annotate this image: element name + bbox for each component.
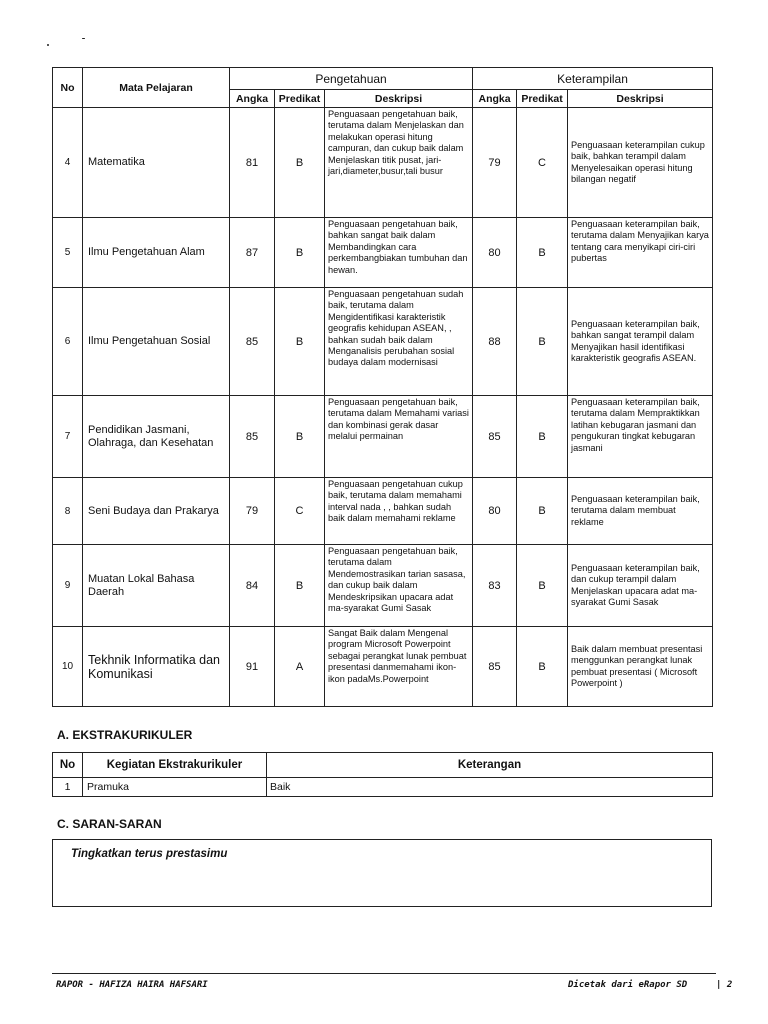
table-row <box>53 288 713 396</box>
table-row <box>53 627 713 707</box>
header-s-description: Deskripsi <box>568 90 713 108</box>
scan-speck <box>82 38 85 39</box>
table-row <box>53 396 713 478</box>
row-k-score: 85 <box>230 288 275 396</box>
header-no: No <box>53 68 83 108</box>
row-s-description: Penguasaan keterampilan baik, dan cukup terampil dalam Menjelaskan upacara adat ma-syarakat Gumi Sasak <box>568 545 713 627</box>
row-no: 9 <box>53 545 83 627</box>
header-knowledge: Pengetahuan <box>230 68 473 90</box>
row-k-description: Penguasaan pengetahuan baik, terutama dalam Menjelaskan dan melakukan operasi hitung campuran, dan cukup baik dalam Menjelaskan titik pusat, jari-jari,diameter,busur,tali busur <box>325 108 473 218</box>
row-subject: Ilmu Pengetahuan Alam <box>83 218 230 288</box>
table-row <box>53 478 713 545</box>
header-s-score: Angka <box>473 90 517 108</box>
row-k-predicate: C <box>275 478 325 545</box>
row-s-description: Penguasaan keterampilan baik, terutama dalam Mempraktikkan latihan kebugaran jasmani dan pengukuran tingkat kebugaran jasmani <box>568 396 713 478</box>
table-row <box>53 778 713 797</box>
row-k-description: Penguasaan pengetahuan cukup baik, terutama dalam memahami interval nada , , bahkan sudah baik dalam memahami reklame <box>325 478 473 545</box>
row-k-description: Penguasaan pengetahuan baik, bahkan sangat baik dalam Membandingkan cara perkembangbiakan tumbuhan dan hewan. <box>325 218 473 288</box>
row-s-description: Baik dalam membuat presentasi menggunkan perangkat lunak pembuat presentasi ( Microsoft Powerpoint ) <box>568 627 713 707</box>
header-k-score: Angka <box>230 90 275 108</box>
row-k-predicate: A <box>275 627 325 707</box>
row-s-score: 85 <box>473 396 517 478</box>
row-s-predicate: B <box>517 545 568 627</box>
row-no: 5 <box>53 218 83 288</box>
scan-speck <box>47 44 49 46</box>
table-row <box>53 545 713 627</box>
row-s-score: 79 <box>473 108 517 218</box>
grades-table <box>52 67 713 707</box>
ekskul-row-no: 1 <box>53 778 83 797</box>
header-skills: Keterampilan <box>473 68 713 90</box>
row-s-description: Penguasaan keterampilan cukup baik, bahkan terampil dalam Menyelesaikan operasi hitung bilangan negatif <box>568 108 713 218</box>
row-k-score: 84 <box>230 545 275 627</box>
ekskul-header-note: Keterangan <box>267 753 713 778</box>
row-subject: Seni Budaya dan Prakarya <box>83 478 230 545</box>
table-row <box>53 108 713 218</box>
footer-divider <box>52 973 716 974</box>
row-k-score: 81 <box>230 108 275 218</box>
header-s-predicate: Predikat <box>517 90 568 108</box>
header-subject: Mata Pelajaran <box>83 68 230 108</box>
ekskul-table <box>52 752 713 797</box>
row-k-score: 79 <box>230 478 275 545</box>
row-s-predicate: B <box>517 627 568 707</box>
row-s-predicate: B <box>517 396 568 478</box>
row-k-predicate: B <box>275 545 325 627</box>
row-s-predicate: B <box>517 478 568 545</box>
row-k-predicate: B <box>275 218 325 288</box>
row-subject: Muatan Lokal Bahasa Daerah <box>83 545 230 627</box>
row-k-predicate: B <box>275 108 325 218</box>
footer-report-name: RAPOR - HAFIZA HAIRA HAFSARI <box>56 980 208 990</box>
ekskul-row-note: Baik <box>267 778 713 797</box>
row-k-description: Penguasaan pengetahuan baik, terutama dalam Mendemostrasikan tarian sasasa, dan cukup baik dalam Mendeskripsikan upacara adat ma-syarakat Gumi Sasak <box>325 545 473 627</box>
row-s-description: Penguasaan keterampilan baik, bahkan sangat terampil dalam Menyajikan hasil identifikasi karakteristik geografis ASEAN. <box>568 288 713 396</box>
row-s-predicate: B <box>517 288 568 396</box>
ekskul-header-activity: Kegiatan Ekstrakurikuler <box>83 753 267 778</box>
row-no: 7 <box>53 396 83 478</box>
row-k-description: Sangat Baik dalam Mengenal program Microsoft Powerpoint sebagai perangkat lunak pembuat presentasi danmemahami ikon-ikon padaMs.Powerpoint <box>325 627 473 707</box>
row-no: 4 <box>53 108 83 218</box>
saran-box <box>52 839 712 907</box>
footer-page-number: | 2 <box>716 980 733 990</box>
row-s-score: 85 <box>473 627 517 707</box>
row-subject: Pendidikan Jasmani, Olahraga, dan Kesehatan <box>83 396 230 478</box>
header-k-description: Deskripsi <box>325 90 473 108</box>
row-k-score: 85 <box>230 396 275 478</box>
row-s-predicate: B <box>517 218 568 288</box>
row-k-score: 87 <box>230 218 275 288</box>
saran-section-title: C. SARAN-SARAN <box>57 817 162 831</box>
ekskul-row-activity: Pramuka <box>83 778 267 797</box>
row-s-score: 83 <box>473 545 517 627</box>
row-s-description: Penguasaan keterampilan baik, terutama dalam membuat reklame <box>568 478 713 545</box>
ekskul-section-title: A. EKSTRAKURIKULER <box>57 728 193 742</box>
row-s-score: 88 <box>473 288 517 396</box>
row-subject: Matematika <box>83 108 230 218</box>
saran-text: Tingkatkan terus prestasimu <box>71 848 228 860</box>
table-row <box>53 218 713 288</box>
row-no: 10 <box>53 627 83 707</box>
row-no: 8 <box>53 478 83 545</box>
row-subject: Tekhnik Informatika dan Komunikasi <box>83 627 230 707</box>
row-k-predicate: B <box>275 288 325 396</box>
footer-printed-from: Dicetak dari eRapor SD <box>568 980 688 990</box>
row-k-score: 91 <box>230 627 275 707</box>
row-no: 6 <box>53 288 83 396</box>
row-k-description: Penguasaan pengetahuan baik, terutama dalam Memahami variasi dan kombinasi gerak dasar melalui permainan <box>325 396 473 478</box>
row-k-predicate: B <box>275 396 325 478</box>
row-s-score: 80 <box>473 478 517 545</box>
row-k-description: Penguasaan pengetahuan sudah baik, terutama dalam Mengidentifikasi karakteristik geografis kehidupan ASEAN, , bahkan sudah baik dalam Menganalisis perubahan sosial budaya dalam modernisasi <box>325 288 473 396</box>
row-s-score: 80 <box>473 218 517 288</box>
header-k-predicate: Predikat <box>275 90 325 108</box>
row-s-predicate: C <box>517 108 568 218</box>
row-s-description: Penguasaan keterampilan baik, terutama dalam Menyajikan karya tentang cara menyikapi ciri-ciri pubertas <box>568 218 713 288</box>
row-subject: Ilmu Pengetahuan Sosial <box>83 288 230 396</box>
ekskul-header-no: No <box>53 753 83 778</box>
